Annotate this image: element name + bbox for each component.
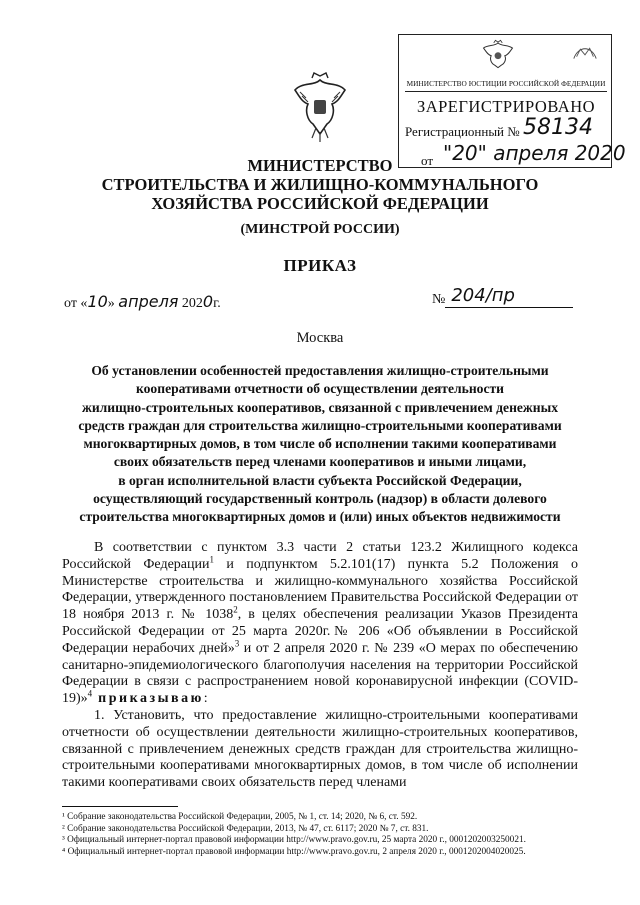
document-body [62, 540, 578, 792]
stamp-date-value: "20" апреля 2020 [443, 141, 626, 165]
number-field [445, 285, 573, 308]
stamp-registered-text: ЗАРЕГИСТРИРОВАНО [416, 97, 596, 116]
ministry-short-name: (МИНСТРОЙ РОССИИ) [240, 222, 400, 237]
preamble-text: и подпунктом 5.2.101(17) пункта 5.2 Положения о Министерстве строительства и жилищно-коммунального хозяйства Российской Федерации, утвержденного постановлением Правительства Российской Федерации от 18 ноября 2013 г. № 1038 [62, 556, 578, 623]
preamble-end: : [203, 691, 208, 707]
heading-line: многоквартирных домов, в том числе об исполнении такими кооперативами [83, 436, 557, 452]
stamp-reg-label: Регистрационный № [405, 124, 520, 139]
city-name: Москва [296, 330, 344, 346]
heading-line: строительства многоквартирных домов и (или) иных объектов недвижимости [79, 509, 561, 525]
ministry-name [60, 156, 580, 213]
stamp-seal-icon [571, 41, 599, 63]
footnote-ref: 3 [234, 638, 240, 649]
preamble-text: , в целях обеспечения реализации Указов Президента Российской Федерации от 25 марта 2020г.№ 206 «Об объявлении в Российской Федерации нерабочих дней» [62, 607, 578, 656]
heading-line: Об установлении особенностей предоставления жилищно-строительными [91, 363, 549, 378]
footnote: ¹ Собрание законодательства Российской Федерации, 2005, № 1, ст. 14; 2020, № 6, ст. 592. [62, 812, 418, 822]
footnote-ref: 4 [87, 688, 93, 699]
ministry-line: СТРОИТЕЛЬСТВА И ЖИЛИЩНО-КОММУНАЛЬНОГО [101, 175, 539, 194]
stamp-date-label: от [421, 153, 434, 168]
date-year-prefix: 202 [178, 296, 203, 311]
heading-line: в орган исполнительной власти субъекта Российской Федерации, [118, 472, 522, 488]
footnote-ref: 2 [233, 604, 238, 615]
heading-line: своих обязательств перед членами кооперативов и иными лицами, [113, 454, 527, 470]
order-date [64, 292, 221, 312]
registration-stamp [398, 34, 626, 168]
date-mid: » [107, 296, 119, 311]
order-word: приказываю [92, 691, 204, 707]
footnote-divider [62, 806, 178, 807]
date-suffix: г. [213, 296, 221, 311]
number-value: 204/пр [451, 285, 515, 306]
footnote-ref: 1 [209, 554, 214, 565]
heading-line: средств граждан для строительства жилищно-строительными кооперативами [78, 417, 562, 433]
clause-paragraph: 1. Установить, что предоставление жилищно-строительными кооперативами отчетности об осуществлении деятельности жилищно-строительных кооперативов, связанной с привлечением денежных средств граждан для строительства жилищно-строительными кооперативами многоквартирных домов, в том числе об исполнении такими кооперативами своих обязательств перед членами [62, 707, 578, 791]
stamp-ministry-name: МИНИСТЕРСТВО ЮСТИЦИИ РОССИЙСКОЙ ФЕДЕРАЦИИ [406, 79, 606, 88]
footnotes [62, 812, 582, 858]
order-number [432, 285, 573, 308]
document-heading [58, 362, 582, 527]
footnote: ² Собрание законодательства Российской Федерации, 2013, № 47, ст. 6117; 2020 № 7, ст. 831. [62, 823, 429, 834]
heading-line: осуществляющий государственный контроль (надзор) в области долевого [93, 491, 547, 507]
date-day: 10 [87, 292, 108, 311]
date-month: апреля [118, 292, 179, 311]
footnote: ⁴ Официальный интернет-портал правовой информации http://www.pravo.gov.ru, 2 апреля 2020 г., 0001202004020025. [62, 846, 526, 857]
stamp-divider [405, 91, 607, 92]
ministry-line: ХОЗЯЙСТВА РОССИЙСКОЙ ФЕДЕРАЦИИ [151, 194, 489, 213]
date-prefix: от « [64, 296, 88, 311]
ministry-line: МИНИСТЕРСТВО [247, 156, 393, 175]
number-prefix: № [432, 292, 446, 307]
heading-line: жилищно-строительных кооперативов, связанной с привлечением денежных [81, 399, 559, 415]
date-year-hand: 0 [202, 292, 214, 311]
footnote: ³ Официальный интернет-портал правовой информации http://www.pravo.gov.ru, 25 марта 2020 г., 0001202003250021. [62, 835, 526, 846]
heading-line: кооперативами отчетности об осуществлении деятельности [135, 381, 504, 397]
preamble-text: В соответствии с пунктом 3.3 части 2 статьи 123.2 Жилищного кодекса Российской Федерации [62, 540, 578, 572]
state-emblem-icon [292, 72, 348, 144]
preamble-text: и от 2 апреля 2020 г. № 239 «О мерах по обеспечению санитарно-эпидемиологического благополучия населения на территории Российской Федерации в связи с распространением новой коронавирусной инфекции (COVID-19)» [62, 640, 578, 707]
order-title: ПРИКАЗ [283, 256, 357, 275]
preamble-paragraph [62, 540, 578, 708]
stamp-reg-number: 58134 [523, 115, 593, 140]
eagle-emblem-icon [481, 39, 515, 69]
